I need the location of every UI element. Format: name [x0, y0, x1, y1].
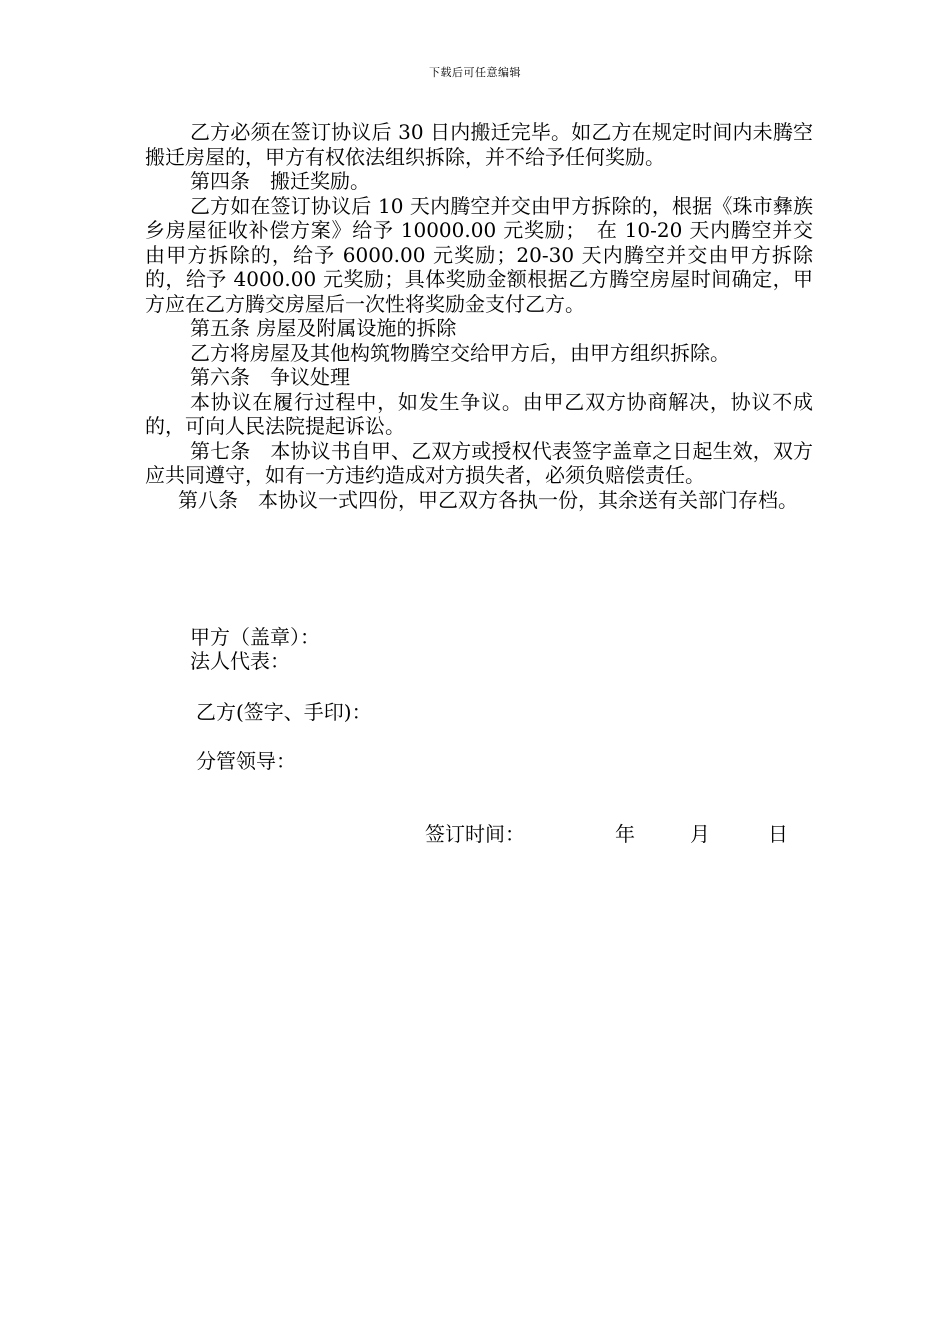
article-5-heading: 第五条 房屋及附属设施的拆除	[190, 316, 457, 340]
party-a-signature-label: 甲方（盖章）：	[190, 625, 320, 649]
agreement-body	[145, 120, 813, 512]
article-8-paragraph: 第八条 本协议一式四份，甲乙双方各执一份，其余送有关部门存档。	[178, 487, 798, 512]
signing-day-label: 日	[768, 822, 788, 846]
signing-date-label: 签订时间：	[425, 822, 525, 846]
signing-year-label: 年	[615, 822, 635, 846]
party-b-signature-label: 乙方(签字、手印)：	[196, 700, 372, 724]
signing-date-line	[425, 822, 788, 846]
signing-month-label: 月	[690, 822, 710, 846]
page-header: 下载后可任意编辑	[429, 66, 521, 79]
paragraph-relocation-reward: 乙方如在签订协议后 10 天内腾空并交由甲方拆除的，根据《珠市彝族乡房屋征收补偿方案》给予 10000.00 元奖励； 在 10-20 天内腾空并交由甲方拆除的，给予 6000.00 元奖励；20-30 天内腾空并交由甲方拆除的，给予 4000.00 元奖励；具体奖励金额根据乙方腾空房屋时间确定，甲方应在乙方腾交房屋后一次性将奖励金支付乙方。	[145, 193, 813, 316]
article-7-paragraph: 第七条 本协议书自甲、乙双方或授权代表签字盖章之日起生效，双方应共同遵守，如有一方违约造成对方损失者，必须负赔偿责任。	[145, 438, 813, 487]
leader-signature-label: 分管领导：	[196, 749, 296, 773]
paragraph-dispute: 本协议在履行过程中，如发生争议。由甲乙双方协商解决，协议不成的，可向人民法院提起诉讼。	[145, 389, 813, 438]
legal-rep-signature-label: 法人代表：	[190, 649, 290, 673]
paragraph-demolition: 乙方将房屋及其他构筑物腾空交给甲方后，由甲方组织拆除。	[190, 340, 730, 365]
paragraph-relocation-deadline: 乙方必须在签订协议后 30 日内搬迁完毕。如乙方在规定时间内未腾空搬迁房屋的，甲方有权依法组织拆除，并不给予任何奖励。	[145, 120, 813, 169]
article-4-heading: 第四条 搬迁奖励。	[190, 169, 370, 193]
article-6-heading: 第六条 争议处理	[190, 365, 350, 389]
